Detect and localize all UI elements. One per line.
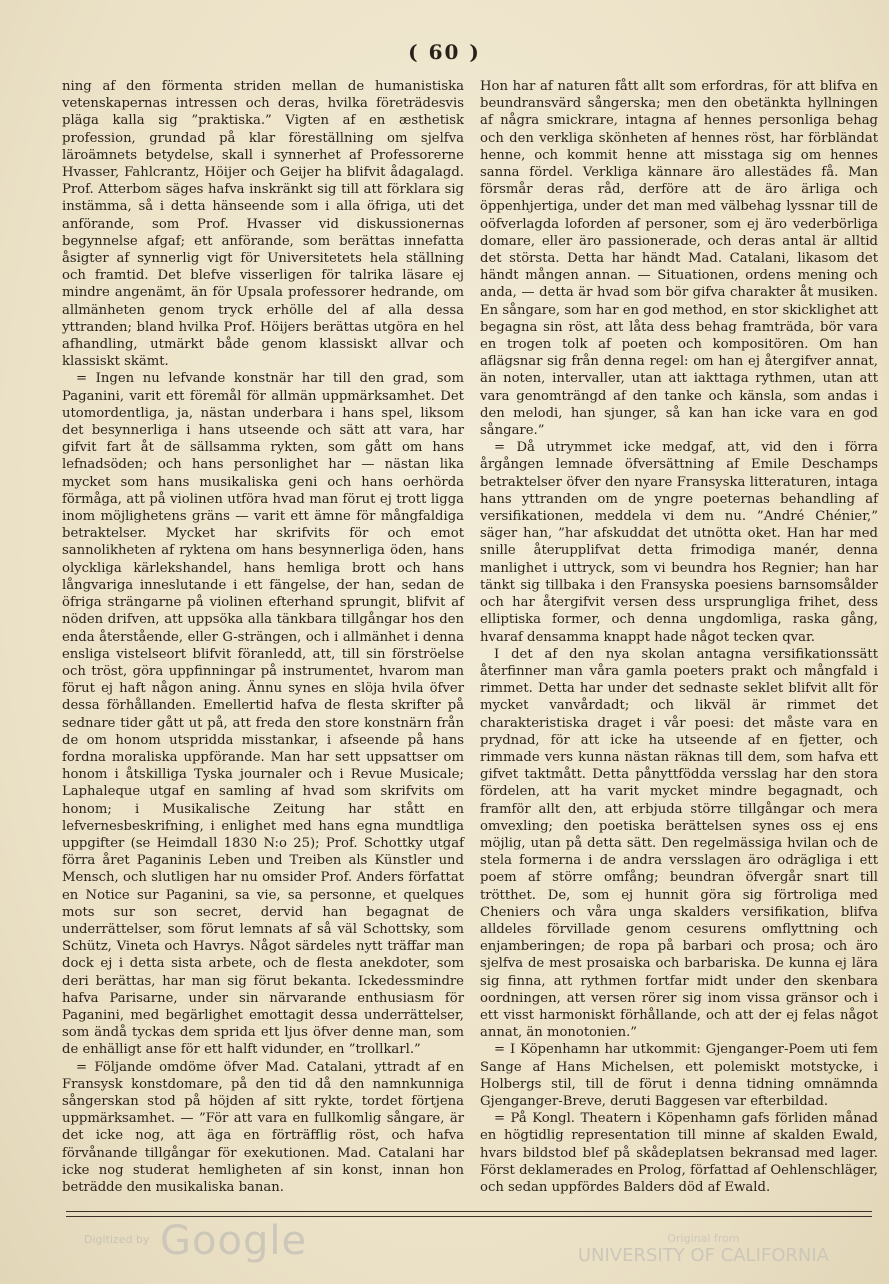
left-column <box>62 78 464 1196</box>
paragraph-catalani: = Följande omdöme öfver Mad. Catalani, yttradt af en Fransysk konstdomare, på den tid då den namnkunniga sångerskan stod på höjden af sitt rykte, tordet förtjena uppmärksamhet. — ”För att vara en fullkomlig sångare, är det icke nog, att äga en förträfflig röst, och hafva förvånande tillgångar för exekutionen. Mad. Catalani har icke nog studerat hemligheten af sin konst, innan hon beträdde den musikaliska banan. <box>62 1059 464 1195</box>
paragraph-gjenganger: = I Köpenhamn har utkommit: Gjenganger-Poem uti fem Sange af Hans Michelsen, ett polemiskt motstycke, i Holbergs stil, till de förut i denna tidning omnämnda Gjenganger-Breve, deruti Baggesen var efterbildad. <box>480 1042 878 1109</box>
original-from-label: Original from <box>667 1232 740 1245</box>
page-number: ( 60 ) <box>408 40 481 64</box>
right-column <box>480 78 878 1196</box>
footer-rule <box>66 1211 872 1212</box>
paragraph-deschamps: = Då utrymmet icke medgaf, att, vid den i förra årgången lemnade öfversättning af Emile Deschamps betraktelser öfver den nyare Fransyska litteraturen, intaga hans yttranden om de yngre poeternas behandling af versifikationen, meddela vi dem nu. ”André Chénier,” säger han, ”har afskuddat det utnötta oket. Han har med snille återupplifvat detta frimodiga manér, denna manlighet i uttryck, som vi beundra hos Regnier; han har tänkt sig tillbaka i den Fransyska poesiens barnsomsålder och har återgifvit versen dess ursprungliga frihet, dess elliptiska former, och denna ungdomliga, raska gång, hvaraf densamma knappt hade något tecken qvar. <box>480 440 878 645</box>
paragraph-versification: I det af den nya skolan antagna versifikationssätt återfinner man våra gamla poeters prakt och mångfald i rimmet. Detta har under det sednaste seklet blifvit allt för mycket vanvårdadt; och likväl är rimmet det charakteristiska draget i vår poesi: det måste vara en prydnad, för att icke ha utseende af en fjetter, och rimmade vers kunna nästan räknas till dem, som hafva ett gifvet taktmått. Detta pånyttfödda versslag har den stora fördelen, att ha varit mycket mindre begagnadt, och framför allt den, att erbjuda större tillgångar och mera omvexling; den poetiska berättelsen synes oss ej ens möjlig, utan på detta sätt. Den regelmässiga hvilan och de stela formerna i de andra versslagen äro odrägliga i ett poem af större omfång; beundran öfvergår snart till trötthet. De, som ej hunnit göra sig förtroliga med Cheniers och våra unga skalders versifikation, blifva alldeles förvillade genom cesurens omflyttning och enjamberingen; de ropa på barbari och prosa; och äro sjelfva de mest prosaiska och barbariska. De kunna ej lära sig finna, att rythmen fortfar midt under den skenbara oordningen, att versen rörer sig inom vissa gränsor och i ett visst harmoniskt förhållande, och att der ej felas något annat, än monotonien.” <box>480 646 878 1041</box>
paragraph-ewald: = På Kongl. Theatern i Köpenhamn gafs förliden månad en högtidlig representation till minne af skalden Ewald, hvars bildstod blef på skådeplatsen bekransad med lager. Först deklamerades en Prolog, författad af Oehlenschläger, och sedan uppfördes Balders död af Ewald. <box>480 1111 878 1195</box>
google-watermark: Google <box>160 1218 308 1264</box>
source-watermark <box>578 1232 829 1266</box>
university-label: UNIVERSITY OF CALIFORNIA <box>577 1245 829 1266</box>
paragraph-paganini: = Ingen nu lefvande konstnär har till den grad, som Paganini, varit ett föremål för allmän uppmärksamhet. Det utomordentliga, ja, nästan underbara i hans spel, liksom det besynnerliga i hans utseende och sätt att vara, har gifvit fart åt de sällsamma rykten, som gått om hans lefnadsöden; och hans personlighet har — nästan lika mycket som hans musikaliska geni och hans oerhörda förmåga, att på violinen utföra hvad man förut ej trott ligga inom möjlighetens gräns — varit ett ämne för mångfaldiga betraktelser. Mycket har skrifvits för och emot sannolikheten af ryktena om hans besynnerliga öden, hans olyckliga kärlekshandel, hans hemliga brott och hans långvariga inneslutande i ett fängelse, der han, sedan de öfriga strängarne på violinen efterhand sprungit, blifvit af nöden drifven, att uppsöka alla tänkbara tillgångar hos den enda återstående, eller G-strängen, och i allmänhet i denna ensliga vistelseort blifvit föranledd, att, till sin förströelse och tröst, göra uppfinningar på instrumentet, hvarom man förut ej haft någon aning. Ännu synes en slöja hvila öfver dessa förhållanden. Emellertid hafva de flesta skrifter på sednare tider gått ut på, att freda den store konstnärn från de om honom utspridda misstankar, i afseende på hans fordna moraliska uppförande. Man har sett uppsattser om honom i åtskilliga Tyska journaler och i Revue Musicale; Laphaleque utgaf en samling af hvad som skrifvits om honom; i Musikalische Zeitung har stått en lefvernesbeskrifning, i enlighet med hans egna mundtliga uppgifter (se Heimdall 1830 N:o 25); Prof. Schottky utgaf förra året Paganinis Leben und Treiben als Künstler und Mensch, och slutligen har nu omsider Prof. Anders författat en Notice sur Paganini, sa vie, sa personne, et quelques mots sur son secret, dervid han begagnat de underrättelser, som förut lemnats af så väl Schottsky, som Schütz, Vineta och Havrys. Något särdeles nytt träffar man dock ej i detta sista arbete, och de flesta anekdoter, som deri berättas, har man sig förut bekanta. Ickedessmindre hafva Parisarne, under sin närvarande enthusiasm för Paganini, med begärlighet emottagit dessa underrättelser, som ändå tyckas dem sprida ett ljus öfver denne man, som de enhälligt anse för ett halft vidunder, en ”trollkarl.” <box>62 371 464 1058</box>
digitized-by-watermark: Digitized by <box>84 1233 150 1246</box>
footer-rule-thin <box>66 1216 872 1217</box>
paragraph-university-debate: ning af den förmenta striden mellan de humanistiska vetenskapernas intressen och deras, hvilka företrädesvis pläga kalla sig ”praktiska.” Vigten af en æsthetisk profession, grundad på klar föreställning om sjelfva läroämnets betydelse, skall i synnerhet af Professorerne Hvasser, Fahlcrantz, Höijer och Geijer ha blifvit ådagalagd. Prof. Atterbom säges hafva inskränkt sig till att förklara sig instämma, så i detta hänseende som i alla öfriga, uti det anförande, som Prof. Hvasser vid diskussionernas begynnelse afgaf; ett anförande, som berättas innefatta åsigter af synnerlig vigt för Universitetets hela ställning och framtid. Det blefve visserligen för talrika läsare ej mindre angenämt, än för Upsala professorer hedrande, om allmänheten genom tryck erhölle del af alla dessa yttranden; bland hvilka Prof. Höijers berättas utgöra en hel afhandling, utmärkt både genom klassiskt allvar och klassiskt skämt. <box>62 79 464 370</box>
paragraph-catalani-continued: Hon har af naturen fått allt som erfordras, för att blifva en beundransvärd sångerska; men den obetänkta hyllningen af några smickrare, intagna af hennes personliga behag och den verkliga skönheten af hennes röst, har förbländat henne, och kommit henne att misstaga sig om hennes sanna fördel. Verkliga kännare äro allestädes få. Man försmår deras råd, derföre att de äro ärliga och öppenhjertiga, under det man med välbehag lyssnar till de oöfverlagda loforden af personer, som ej äro vederbörliga domare, eller äro passionerade, och deras antal är alltid det största. Detta har händt Mad. Catalani, likasom det händt mången annan. — Situationen, ordens mening och anda, — detta är hvad som bör gifva charakter åt musiken. En sångare, som har en god method, en stor skicklighet att begagna sin röst, att låta dess behag framträda, bör vara en trogen tolk af poeten och kompositören. Om han aflägsnar sig från denna regel: om han ej återgifver annat, än noten, intervaller, utan att iakttaga rythmen, utan att vara genomträngd af den tanke och känsla, som andas i den melodi, han sjunger, så kan han icke vara en god sångare.” <box>480 79 878 439</box>
